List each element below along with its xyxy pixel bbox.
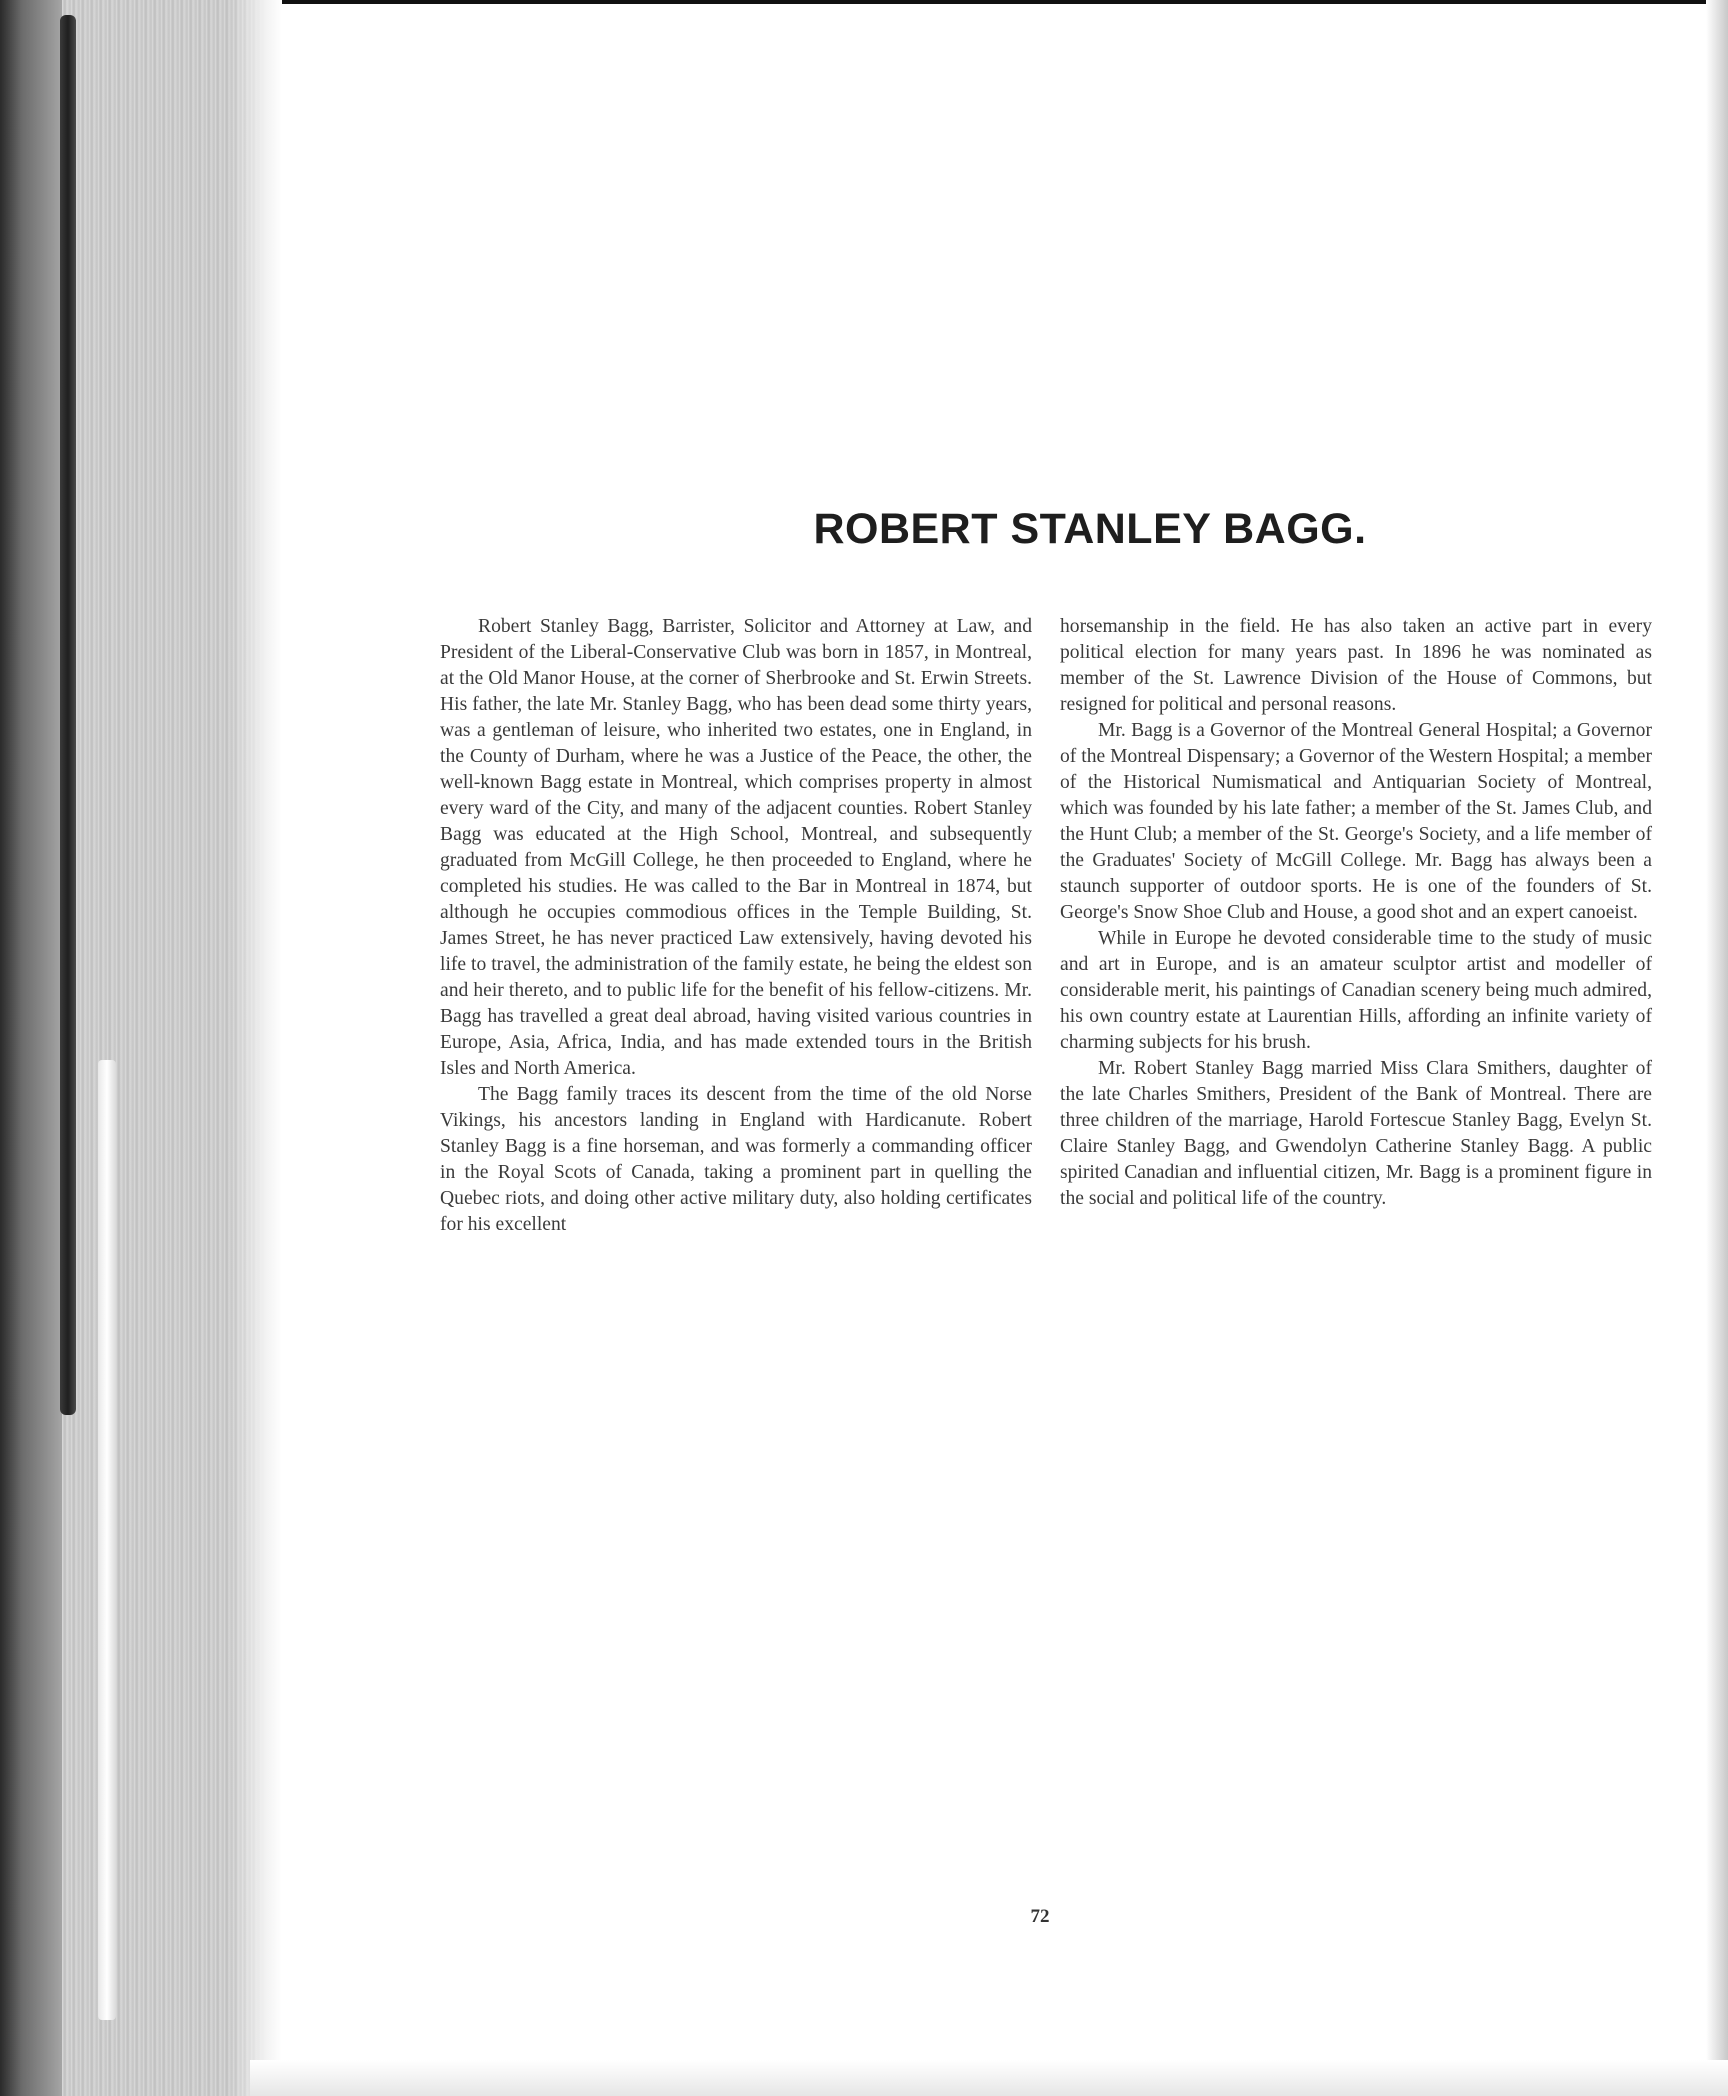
left-text-column bbox=[440, 614, 1032, 1238]
paragraph: Mr. Bagg is a Governor of the Montreal General Hospital; a Governor of the Montreal Dispensary; a Governor of the Western Hospital; a member of the Historical Numismatical and Antiquarian Society of Montreal, which was founded by his late father; a member of the St. James Club, and the Hunt Club; a member of the St. George's Society, and a life member of the Graduates' Society of McGill College. Mr. Bagg has always been a staunch supporter of outdoor sports. He is one of the founders of St. George's Snow Shoe Club and House, a good shot and an expert canoeist. bbox=[1060, 720, 1652, 923]
bottom-page-edge bbox=[250, 2060, 1728, 2096]
gutter-fade bbox=[230, 0, 282, 2096]
paragraph: While in Europe he devoted considerable time to the study of music and art in Europe, and is an amateur sculptor artist and modeller of considerable merit, his paintings of Canadian scenery being much admired, his own country estate at Laurentian Hills, affording an infinite variety of charming subjects for his brush. bbox=[1060, 928, 1652, 1053]
paragraph: Mr. Robert Stanley Bagg married Miss Clara Smithers, daughter of the late Charles Smithers, President of the Bank of Montreal. There are three children of the marriage, Harold Fortescue Stanley Bagg, Evelyn St. Claire Stanley Bagg, and Gwendolyn Catherine Stanley Bagg. A public spirited Canadian and influential citizen, Mr. Bagg is a prominent figure in the social and political life of the country. bbox=[1060, 1058, 1652, 1209]
right-page-edge bbox=[1706, 0, 1728, 2096]
paragraph: The Bagg family traces its descent from the time of the old Norse Vikings, his ancestors landing in England with Hardicanute. Robert Stanley Bagg is a fine horseman, and was formerly a commanding officer in the Royal Scots of Canada, taking a prominent part in quelling the Quebec riots, and doing other active military duty, also holding certificates for his excellent bbox=[440, 1084, 1032, 1235]
book-page-edges bbox=[0, 0, 282, 2096]
page-title: ROBERT STANLEY BAGG. bbox=[813, 505, 1367, 553]
right-text-column bbox=[1060, 614, 1652, 1212]
continued-paragraph: horsemanship in the field. He has also taken an active part in every political election for many years past. In 1896 he was nominated as member of the St. Lawrence Division of the House of Commons, but resigned for political and personal reasons. bbox=[1060, 616, 1652, 715]
book-cover-shadow bbox=[0, 0, 62, 2096]
bookmark-ribbon bbox=[98, 1060, 116, 2020]
page-number: 72 bbox=[1030, 1906, 1050, 1927]
paragraph: Robert Stanley Bagg, Barrister, Solicitor and Attorney at Law, and President of the Liberal-Conservative Club was born in 1857, in Montreal, at the Old Manor House, at the corner of Sherbrooke and St. Erwin Streets. His father, the late Mr. Stanley Bagg, who has been dead some thirty years, was a gentleman of leisure, who inherited two estates, one in England, in the County of Durham, where he was a Justice of the Peace, the other, the well-known Bagg estate in Montreal, which comprises property in almost every ward of the City, and many of the adjacent counties. Robert Stanley Bagg was educated at the High School, Montreal, and subsequently graduated from McGill College, he then proceeded to England, where he completed his studies. He was called to the Bar in Montreal in 1874, but although he occupies commodious offices in the Temple Building, St. James Street, he has never practiced Law extensively, having devoted his life to travel, the administration of the family estate, he being the eldest son and heir thereto, and to public life for the benefit of his fellow-citizens. Mr. Bagg has travelled a great deal abroad, having visited various countries in Europe, Asia, Africa, India, and has made extended tours in the British Isles and North America. bbox=[440, 616, 1032, 1079]
book-spine-shadow bbox=[60, 15, 76, 1415]
